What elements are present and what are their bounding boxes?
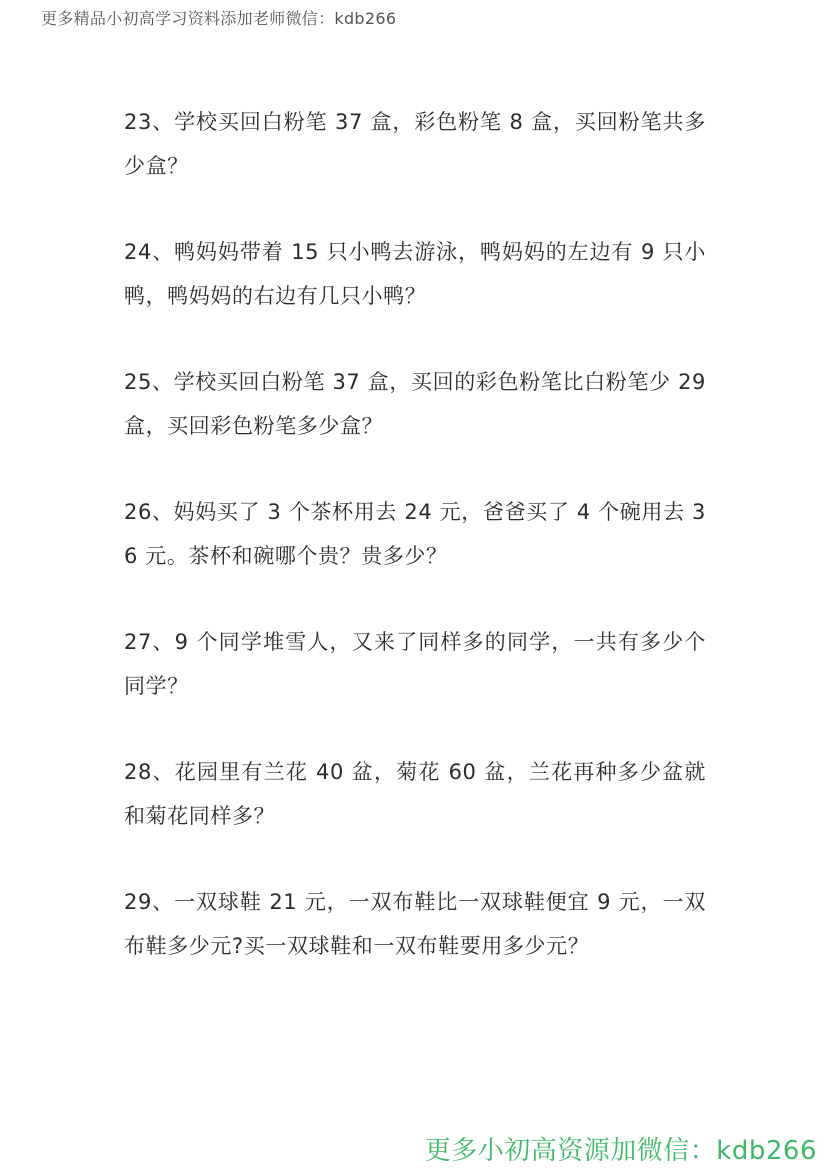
question-25: 25、学校买回白粉笔 37 盒，买回的彩色粉笔比白粉笔少 29 盒，买回彩色粉笔多少盒？ bbox=[124, 370, 706, 438]
question-28: 28、花园里有兰花 40 盆，菊花 60 盆，兰花再种多少盆就和菊花同样多？ bbox=[124, 760, 706, 828]
footer-wechat-note: 更多小初高资源加微信：kdb266 bbox=[424, 1136, 817, 1166]
question-26: 26、妈妈买了 3 个茶杯用去 24 元，爸爸买了 4 个碗用去 36 元。茶杯和碗哪个贵？贵多少？ bbox=[124, 500, 706, 568]
question-list bbox=[124, 100, 706, 1010]
question-23: 23、学校买回白粉笔 37 盒，彩色粉笔 8 盒，买回粉笔共多少盒？ bbox=[124, 110, 706, 178]
question-29: 29、一双球鞋 21 元，一双布鞋比一双球鞋便宜 9 元，一双布鞋多少元?买一双球鞋和一双布鞋要用多少元？ bbox=[124, 890, 706, 958]
question-27: 27、9 个同学堆雪人，又来了同样多的同学，一共有多少个同学？ bbox=[124, 630, 706, 698]
header-wechat-note: 更多精品小初高学习资料添加老师微信：kdb266 bbox=[41, 9, 397, 28]
question-24: 24、鸭妈妈带着 15 只小鸭去游泳，鸭妈妈的左边有 9 只小鸭，鸭妈妈的右边有几只小鸭？ bbox=[124, 240, 706, 308]
